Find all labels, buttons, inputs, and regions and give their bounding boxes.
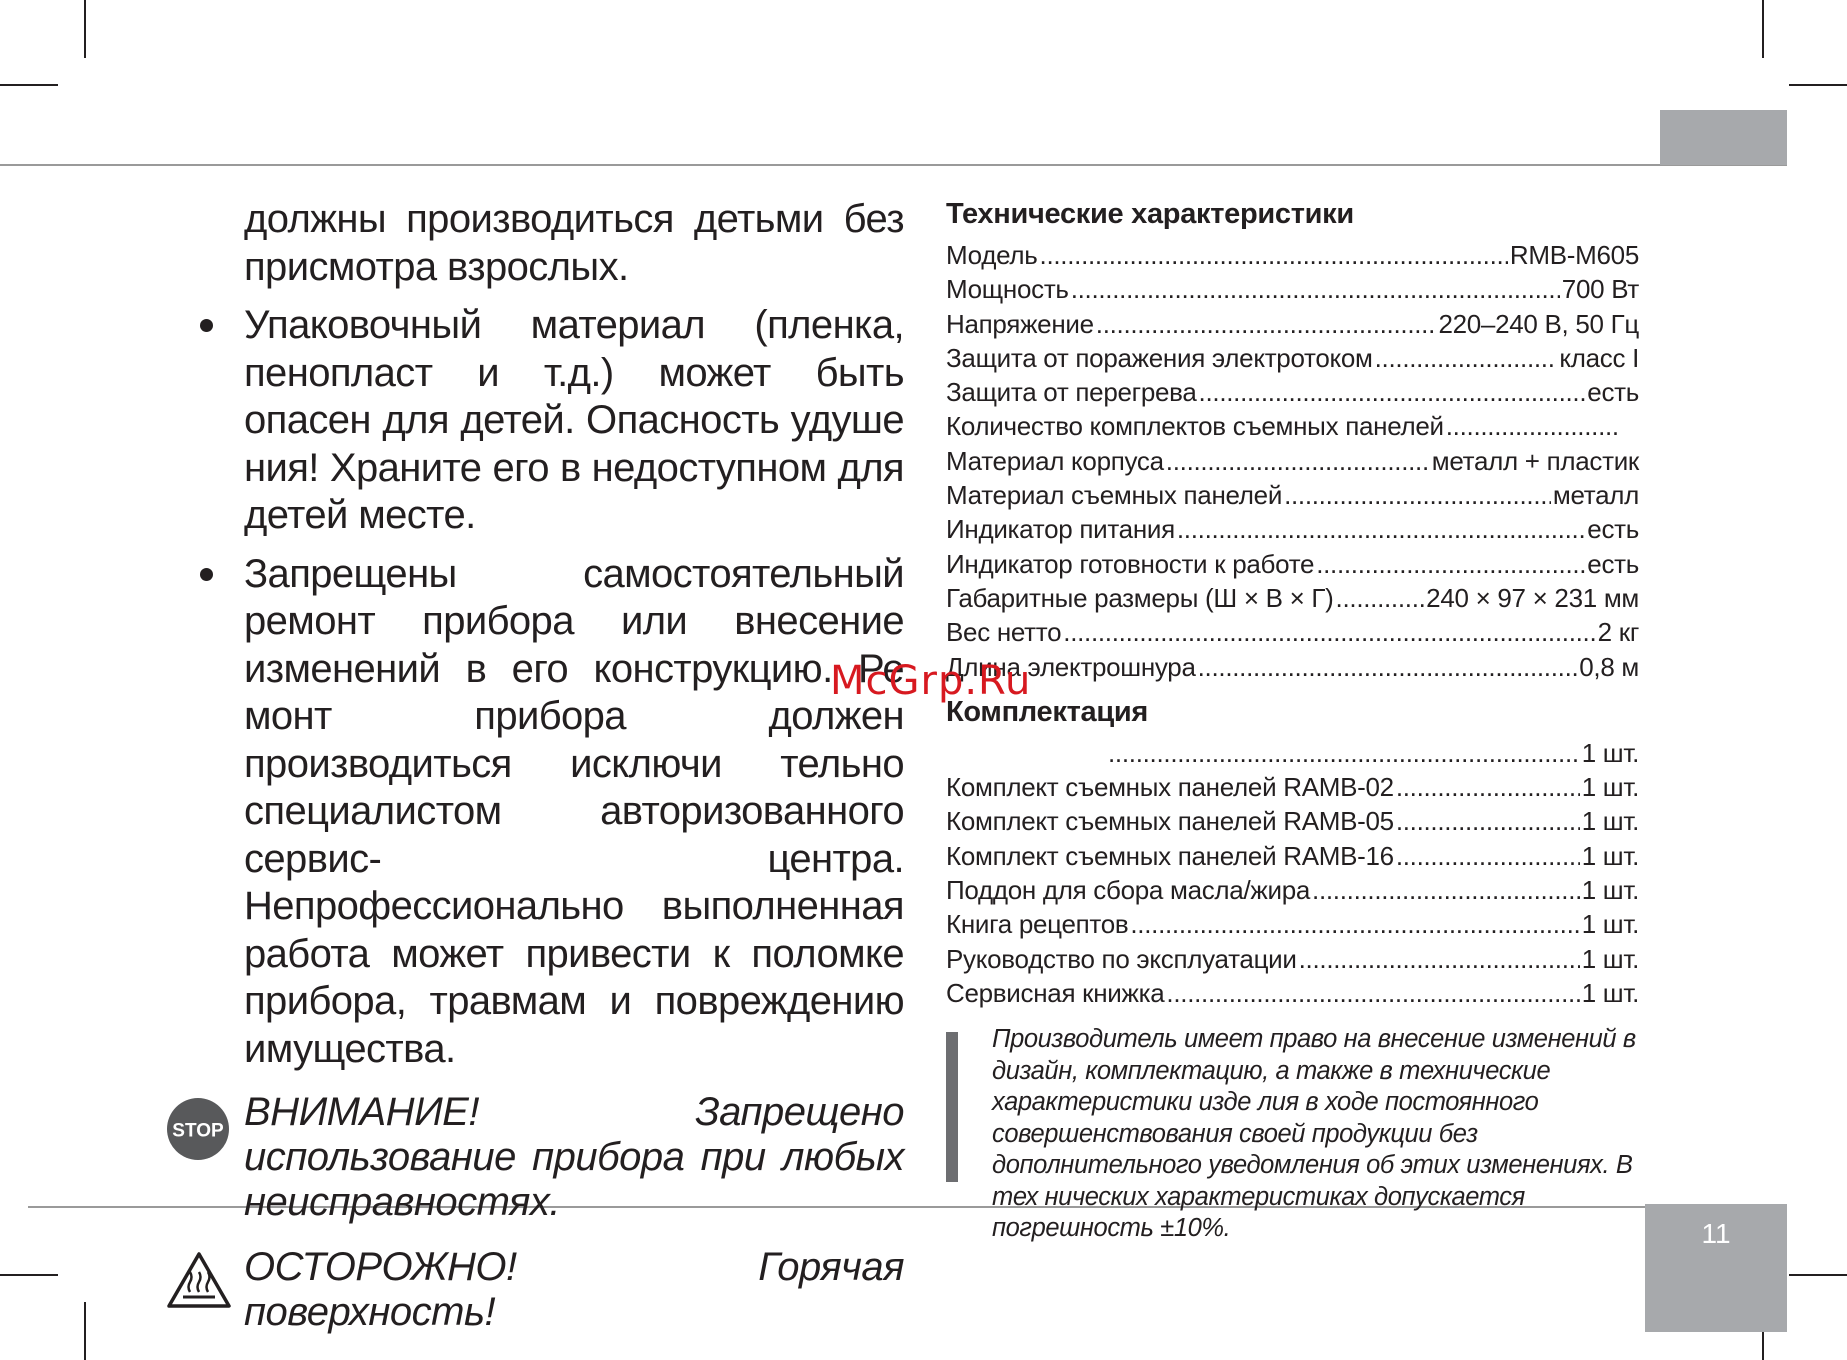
- dot-leader: [1177, 512, 1585, 546]
- package-row: [946, 907, 1639, 941]
- dot-leader: [1396, 839, 1580, 873]
- stop-warning-block: [172, 1090, 904, 1225]
- crop-mark: [84, 0, 86, 58]
- spec-row: [946, 581, 1639, 615]
- spec-value: 0,8 м: [1579, 651, 1639, 682]
- crop-mark: [0, 1274, 58, 1276]
- dot-leader: [1299, 942, 1580, 976]
- spec-value: металл + пластик: [1431, 445, 1639, 476]
- bullet-text: Запрещены самостоятельный ремонт прибора или внесение изменений в его конструкцию. Ре монт прибора должен производиться исключи тельно специалистом авторизованного сервис- центра. Непрофессионально выполненная работа может привести к поломке прибора, травмам и повреждению имущества.: [244, 551, 904, 1071]
- bullet-icon: [200, 568, 213, 581]
- spec-row: [946, 478, 1639, 512]
- spec-row: [946, 650, 1639, 684]
- dot-leader: [1375, 341, 1558, 375]
- package-row: [946, 804, 1639, 838]
- dot-leader: [1336, 581, 1425, 615]
- top-rule: [0, 164, 1787, 166]
- dot-leader: [1166, 976, 1579, 1010]
- spec-label: Габаритные размеры (Ш × В × Г): [946, 582, 1334, 613]
- package-value: 1 шт.: [1581, 875, 1639, 906]
- package-row: [946, 942, 1639, 976]
- dot-leader: [1284, 478, 1551, 512]
- package-label: Поддон для сбора масла/жира: [946, 875, 1311, 906]
- package-value: 1 шт.: [1581, 806, 1639, 837]
- intro-text: должны производиться детьми без присмотра взрослых.: [244, 197, 904, 289]
- safety-column: [172, 196, 904, 1335]
- package-row: [946, 873, 1639, 907]
- spec-label: Напряжение: [946, 308, 1094, 339]
- watermark: McGrp.Ru: [830, 658, 1032, 704]
- spec-row: [946, 512, 1639, 546]
- package-value: 1 шт.: [1581, 943, 1639, 974]
- dot-leader: [1063, 615, 1595, 649]
- stop-sign-icon: [166, 1097, 230, 1161]
- spec-value: есть: [1587, 548, 1639, 579]
- spec-row: [946, 547, 1639, 581]
- dot-leader: [1071, 272, 1560, 306]
- spec-row: [946, 444, 1639, 478]
- dot-leader: [1166, 444, 1430, 478]
- spec-row: [946, 341, 1639, 375]
- package-value: 1 шт.: [1581, 977, 1639, 1008]
- spec-value: 240 × 97 × 231 мм: [1426, 582, 1639, 613]
- page-number-tab: [1645, 1204, 1787, 1332]
- package-label: Комплект съемных панелей RAMB-05: [946, 806, 1394, 837]
- disclaimer-text: Производитель имеет право на внесение изменений в дизайн, комплектацию, а также в технические характеристики изде лия в ходе постоянного совершенствования своей продукции без дополнительного уведомления об этих изменениях. В тех нических характеристиках допускается погрешность ±10%.: [992, 1025, 1636, 1243]
- package-row: [946, 976, 1639, 1010]
- dot-leader: [1199, 375, 1586, 409]
- spec-label: Мощность: [946, 274, 1069, 305]
- dot-leader: [1096, 307, 1437, 341]
- hot-surface-warning-text: ОСТОРОЖНО! Горячая поверхность!: [244, 1245, 904, 1334]
- dot-leader: [1040, 238, 1508, 272]
- spec-value: есть: [1587, 514, 1639, 545]
- package-value: 1 шт.: [1581, 840, 1639, 871]
- spec-value: класс I: [1559, 342, 1639, 373]
- spec-value: есть: [1587, 377, 1639, 408]
- dot-leader: [1396, 804, 1580, 838]
- package-label: Комплект съемных панелей RAMB-16: [946, 840, 1394, 871]
- dot-leader: [1198, 650, 1578, 684]
- crop-mark: [1789, 1274, 1847, 1276]
- spec-value: 220–240 В, 50 Гц: [1438, 308, 1639, 339]
- bullet-text: Упаковочный материал (пленка, пенопласт и т.д.) может быть опасен для детей. Опасность удуше ния! Храните его в недоступном для детей месте.: [244, 303, 904, 537]
- section-tab: [1660, 110, 1787, 165]
- spec-row: [946, 238, 1639, 272]
- spec-label: Длина электрошнура: [946, 651, 1196, 682]
- spec-label: Модель: [946, 240, 1038, 270]
- dot-leader: [1108, 736, 1580, 770]
- spec-label: Вес нетто: [946, 617, 1062, 648]
- crop-mark: [1789, 84, 1847, 86]
- package-row: [946, 839, 1639, 873]
- crop-mark: [84, 1302, 86, 1360]
- crop-mark: [1762, 0, 1764, 58]
- spec-row: [946, 615, 1639, 649]
- spec-value: RMB-M605: [1509, 240, 1639, 270]
- package-value: 1 шт.: [1581, 772, 1639, 803]
- spec-value: металл: [1552, 480, 1639, 511]
- disclaimer-note: [946, 1024, 1639, 1245]
- spec-row: [946, 307, 1639, 341]
- package-label: Книга рецептов: [946, 909, 1129, 940]
- hot-surface-block: [244, 1245, 904, 1335]
- spec-label: Материал корпуса: [946, 445, 1164, 476]
- specs-column: [946, 196, 1639, 1245]
- spec-label: Количество комплектов съемных панелей: [946, 411, 1444, 442]
- package-heading: Комплектация: [946, 695, 1148, 728]
- spec-label: Индикатор готовности к работе: [946, 548, 1315, 579]
- bullet-item: [244, 551, 904, 1074]
- spec-label: Защита от поражения электротоком: [946, 342, 1373, 373]
- package-label: Сервисная книжка: [946, 977, 1165, 1008]
- bullet-item: [244, 302, 904, 540]
- spec-row: [946, 272, 1639, 306]
- dot-leader: [1446, 409, 1617, 443]
- specs-heading: Технические характеристики: [946, 198, 1354, 230]
- spec-label: Индикатор питания: [946, 514, 1175, 545]
- dot-leader: [1396, 770, 1580, 804]
- package-row: [946, 736, 1639, 770]
- dot-leader: [1316, 547, 1585, 581]
- spec-row: [946, 409, 1619, 443]
- package-label: Руководство по эксплуатации: [946, 943, 1297, 974]
- package-value: 1 шт.: [1581, 737, 1639, 768]
- package-label: Комплект съемных панелей RAMB-02: [946, 772, 1394, 803]
- stop-warning-text: ВНИМАНИЕ! Запрещено использование прибора при любых неисправностях.: [244, 1090, 904, 1224]
- dot-leader: [1312, 873, 1580, 907]
- spec-label: Защита от перегрева: [946, 377, 1197, 408]
- spec-value: 700 Вт: [1561, 274, 1639, 305]
- package-row: [946, 770, 1639, 804]
- spec-value: 2 кг: [1597, 617, 1639, 648]
- note-bar: [946, 1032, 958, 1182]
- spec-label: Материал съемных панелей: [946, 480, 1283, 511]
- package-value: 1 шт.: [1581, 909, 1639, 940]
- dot-leader: [1130, 907, 1579, 941]
- bullet-icon: [200, 319, 213, 332]
- spec-row: [946, 375, 1639, 409]
- page-number: 11: [1701, 1218, 1731, 1249]
- hot-surface-icon: [166, 1251, 232, 1309]
- crop-mark: [0, 84, 58, 86]
- stop-badge-label: STOP: [172, 1120, 224, 1142]
